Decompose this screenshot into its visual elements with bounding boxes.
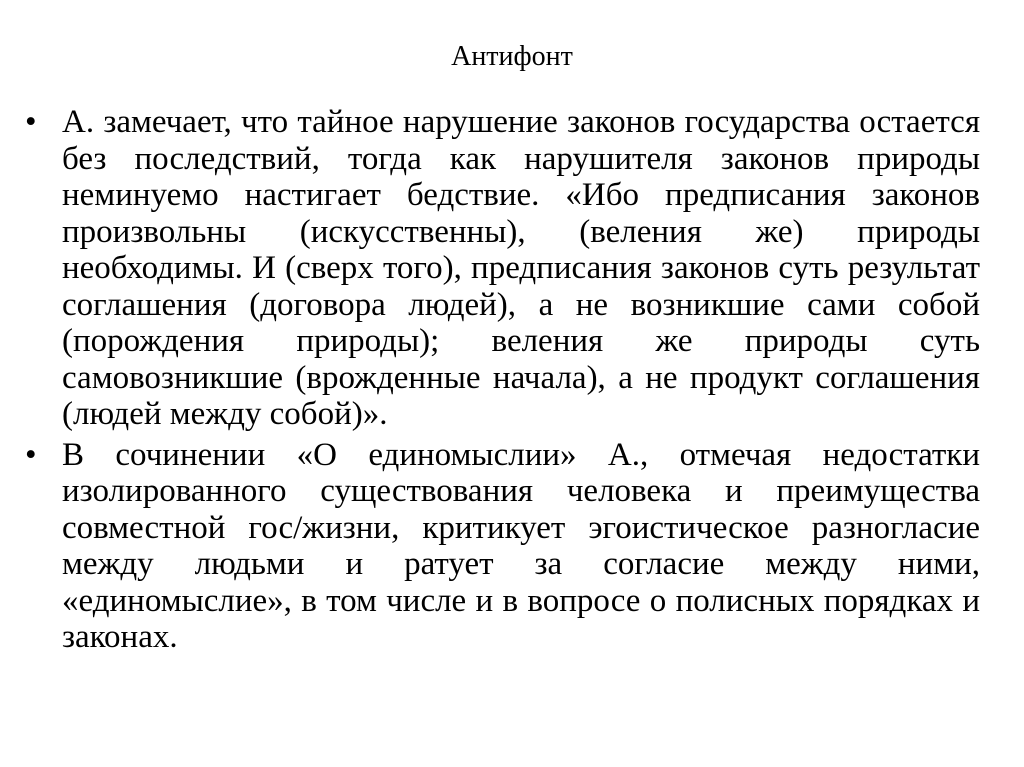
bullet-text: В сочинении «О единомыслии» А., отмечая недостатки изолированного существования человека и преимущества совместной гос/жизни, критикует эгоистическое разногласие между людьми и ратует за согласие между ними, «единомыслие», в том числе и в вопросе о полисных порядках и законах. xyxy=(62,436,980,655)
bullet-dot-icon: • xyxy=(25,436,37,473)
bullet-item xyxy=(25,104,980,433)
bullet-dot-icon: • xyxy=(25,104,37,140)
slide-title: Антифонт xyxy=(451,41,573,72)
bullet-text: А. замечает, что тайное нарушение законов государства остается без последствий, тогда как нарушителя законов природы неминуемо настигает бедствие. «Ибо предписания законов произвольны (искусственны), (веления же) природы необходимы. И (сверх того), предписания законов суть результат соглашения (договора людей), а не возникшие сами собой (порождения природы); веления же природы суть самовозникшие (врожденные начала), а не продукт соглашения (людей между собой)». xyxy=(62,104,980,432)
bullet-list xyxy=(25,104,980,660)
bullet-item xyxy=(25,437,980,656)
